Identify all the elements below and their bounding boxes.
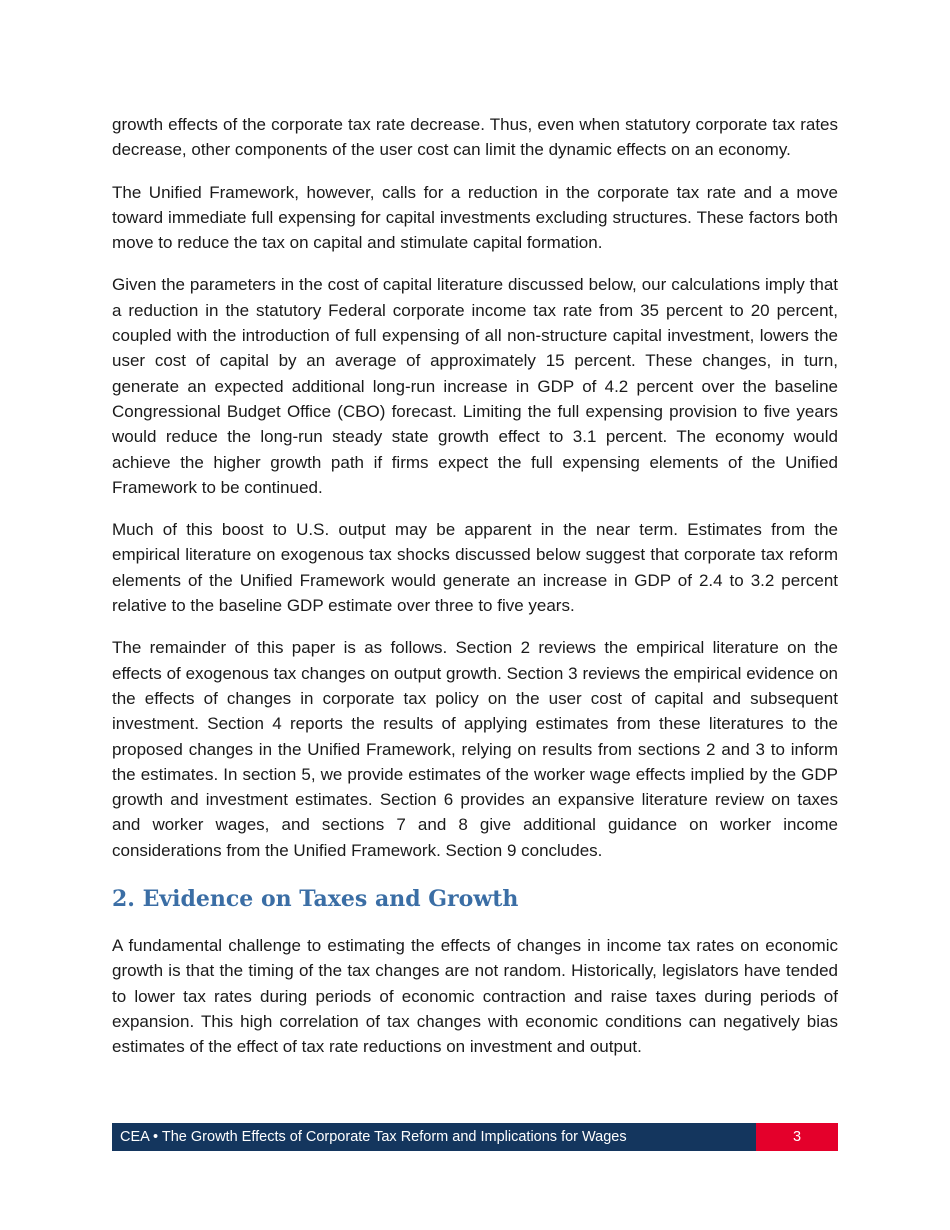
body-paragraph-3: Given the parameters in the cost of capital literature discussed below, our calculations imply that a reduction in the statutory Federal corporate income tax rate from 35 percent to 20 percent, coupled with the introduction of full expensing of all non-structure capital investment, lowers the user cost of capital by an average of approximately 15 percent. These changes, in turn, generate an expected additional long-run increase in GDP of 4.2 percent over the baseline Congressional Budget Office (CBO) forecast. Limiting the full expensing provision to five years would reduce the long-run steady state growth effect to 3.1 percent. The economy would achieve the higher growth path if firms expect the full expensing elements of the Unified Framework to be continued. (112, 275, 838, 497)
page-footer (112, 1123, 838, 1151)
body-paragraph-5: The remainder of this paper is as follows. Section 2 reviews the empirical literature on the effects of exogenous tax changes on output growth. Section 3 reviews the empirical evidence on the effects of changes in corporate tax policy on the user cost of capital and subsequent investment. Section 4 reports the results of applying estimates from these literatures to the proposed changes in the Unified Framework, relying on results from sections 2 and 3 to inform the estimates. In section 5, we provide estimates of the worker wage effects implied by the GDP growth and investment estimates. Section 6 provides an expansive literature review on taxes and worker wages, and sections 7 and 8 give additional guidance on worker income considerations from the Unified Framework. Section 9 concludes. (112, 638, 838, 860)
body-paragraph-1: growth effects of the corporate tax rate decrease. Thus, even when statutory corporate tax rates decrease, other components of the user cost can limit the dynamic effects on an economy. (112, 115, 838, 160)
body-paragraph-2: The Unified Framework, however, calls for a reduction in the corporate tax rate and a move toward immediate full expensing for capital investments excluding structures. These factors both move to reduce the tax on capital and stimulate capital formation. (112, 182, 838, 253)
body-paragraph-4: Much of this boost to U.S. output may be apparent in the near term. Estimates from the empirical literature on exogenous tax shocks discussed below suggest that corporate tax reform elements of the Unified Framework would generate an increase in GDP of 2.4 to 3.2 percent relative to the baseline GDP estimate over three to five years. (112, 520, 838, 616)
section-heading: 2. Evidence on Taxes and Growth (112, 886, 519, 913)
page-number: 3 (756, 1123, 838, 1151)
body-paragraph-6: A fundamental challenge to estimating the effects of changes in income tax rates on economic growth is that the timing of the tax changes are not random. Historically, legislators have tended to lower tax rates during periods of economic contraction and raise taxes during periods of expansion. This high correlation of tax changes with economic conditions can negatively bias estimates of the effect of tax rate reductions on investment and output. (112, 936, 838, 1057)
page-body (112, 112, 838, 1077)
footer-title: CEA • The Growth Effects of Corporate Tax Reform and Implications for Wages (112, 1123, 756, 1151)
